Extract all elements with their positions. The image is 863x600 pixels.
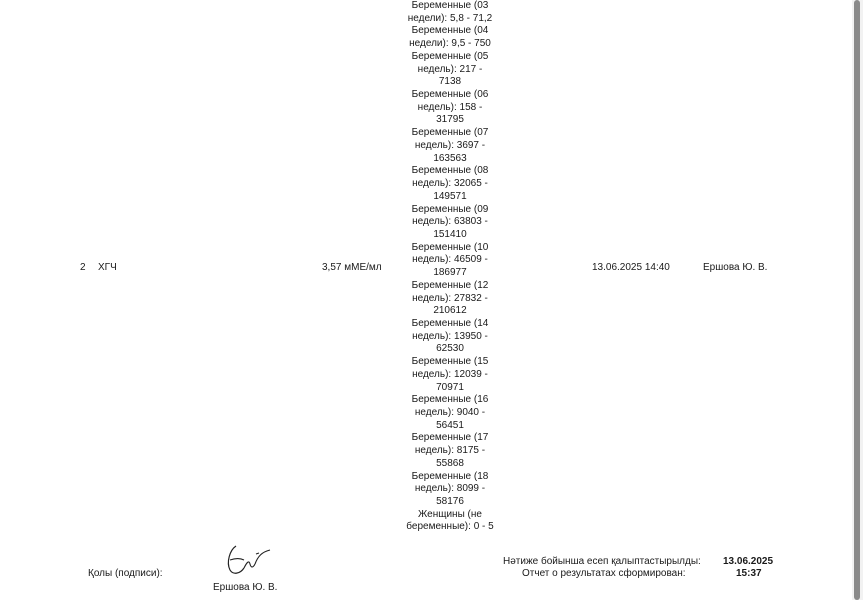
reference-line: недель): 32065 - [412, 178, 488, 190]
test-name: ХГЧ [98, 262, 117, 273]
report-time: 15:37 [736, 568, 762, 579]
reference-line: Беременные (05 [411, 50, 489, 62]
reference-line: Беременные (10 [411, 241, 489, 253]
reference-line: недель): 27832 - [412, 292, 488, 304]
reference-line: недель): 63803 - [412, 216, 488, 228]
reference-line: Беременные (07 [411, 127, 489, 139]
reference-line: 149571 [433, 190, 467, 202]
scrollbar-thumb[interactable] [854, 0, 860, 600]
reference-line: Беременные (09 [411, 203, 489, 215]
report-date: 13.06.2025 [723, 556, 774, 567]
reference-line: 163563 [433, 152, 467, 164]
reference-line: недель): 13950 - [412, 330, 488, 342]
reference-line: беременные): 0 - 5 [406, 521, 494, 533]
reference-line: Беременные (16 [411, 394, 489, 406]
signature-name: Ершова Ю. В. [213, 582, 278, 593]
reference-line: 210612 [433, 305, 467, 317]
reference-line: недели): 5,8 - 71,2 [407, 12, 493, 24]
reference-line: недель): 46509 - [412, 254, 488, 266]
reference-line: Беременные (17 [411, 432, 489, 444]
reference-line: Женщины (не [418, 508, 482, 520]
report-label-ru: Отчет о результатах сформирован: [522, 568, 686, 579]
reference-line: Беременные (15 [411, 356, 489, 368]
row-number: 2 [80, 262, 86, 273]
reference-line: 151410 [433, 228, 467, 240]
doctor-name: Ершова Ю. В. [703, 262, 768, 273]
test-result: 3,57 мМЕ/мл [322, 262, 382, 273]
reference-line: недель): 217 - [417, 63, 483, 75]
report-label-kz: Нәтиже бойынша есеп қалыптастырылды: [503, 556, 701, 567]
reference-line: недель): 9040 - [414, 407, 486, 418]
reference-line: Беременные (14 [411, 317, 489, 329]
reference-line: 55868 [436, 457, 464, 469]
reference-line: 58176 [436, 496, 464, 508]
reference-line: недель): 3697 - [414, 139, 486, 151]
reference-line: Беременные (12 [411, 279, 489, 291]
reference-line: недель): 8175 - [414, 445, 486, 457]
reference-line: 31795 [436, 114, 464, 126]
reference-line: Беременные (06 [411, 89, 489, 101]
reference-line: 62530 [436, 343, 464, 355]
reference-line: недели): 9,5 - 750 [409, 38, 491, 50]
reference-line: 186977 [433, 267, 467, 279]
reference-line: недель): 158 - [417, 101, 483, 113]
reference-line: 7138 [438, 76, 462, 88]
reference-line: 56451 [436, 419, 464, 431]
reference-line: Беременные (03 [411, 0, 489, 11]
reference-line: Беременные (18 [411, 470, 489, 482]
reference-line: Беременные (08 [411, 165, 489, 177]
signature-label: Қолы (подписи): [88, 568, 163, 579]
result-date: 13.06.2025 14:40 [592, 262, 670, 273]
reference-line: недель): 8099 - [414, 483, 486, 495]
reference-line: Беременные (04 [411, 25, 489, 37]
signature-image [218, 540, 274, 580]
reference-line: недель): 12039 - [412, 368, 488, 380]
reference-line: 70971 [436, 381, 464, 393]
reference-values [398, 0, 502, 534]
